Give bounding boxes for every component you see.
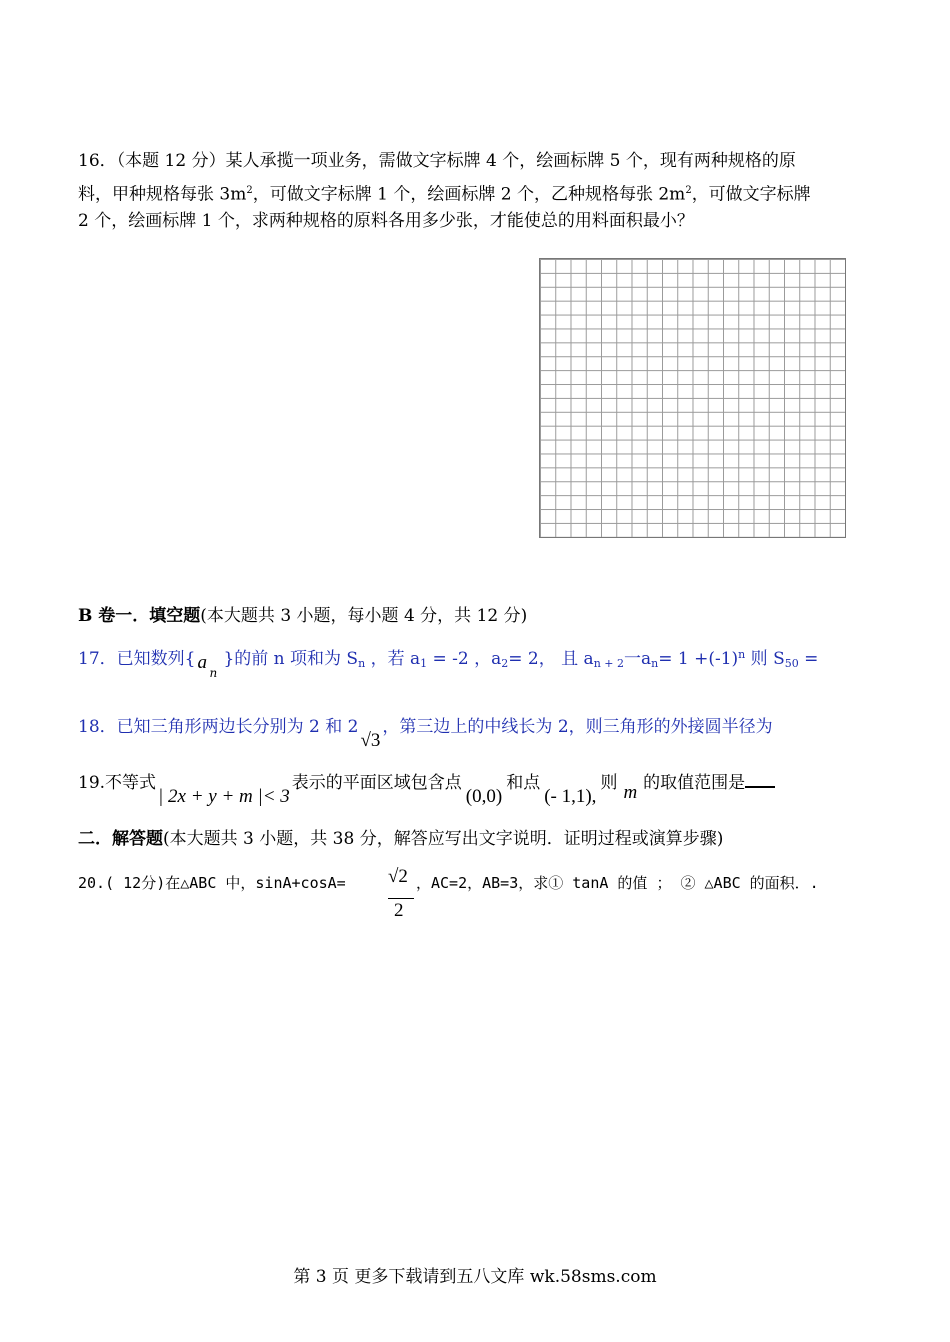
answer-blank[interactable] [745, 770, 775, 788]
q16-line3: 2 个，绘画标牌 1 个，求两种规格的原料各用多少张，才能使总的用料面积最小？ [78, 211, 694, 231]
q20-fraction-numerator: √2 [388, 866, 408, 887]
section-b-heading: B 卷一．填空题(本大题共 3 小题，每小题 4 分，共 12 分) [78, 606, 528, 626]
section-ii-heading: 二．解答题(本大题共 3 小题，共 38 分，解答应写出文字说明．证明过程或演算步骤) [78, 829, 724, 849]
q18: 18．已知三角形两边长分别为 2 和 2√3，第三边上的中线长为 2，则三角形的外接圆半径为 [78, 712, 773, 742]
sqrt-3: √3 [360, 730, 381, 751]
q17-an: a n [197, 652, 218, 680]
q20-fraction-bar [388, 898, 414, 899]
q19: 19.不等式| 2x + y + m |< 3表示的平面区域包含点(0,0)和点(- 1,1),则 m 的取值范围是 [78, 768, 775, 798]
q20-fraction-denominator: 2 [394, 900, 404, 921]
var-m: m [623, 782, 638, 803]
q17: 17．已知数列{ a n }的前 n 项和为 Sn ，若 a1 = -2 ，a2= 2， 且 an + 2一$an= 1 +(-1)^n$ 则 S50 = [78, 644, 818, 676]
q20-rest: ，AC=2，AB=3，求① tanA 的值 ； ② △ABC 的面积．. [416, 874, 819, 892]
page-footer: 第 3 页 更多下载请到五八文库 wk.58sms.com [293, 1267, 657, 1287]
q19-inequality: | 2x + y + m |< 3 [158, 786, 290, 807]
grid-paper [539, 258, 846, 538]
q16-line1: 16．（本题 12 分）某人承揽一项业务，需做文字标牌 4 个，绘画标牌 5 个，现有两种规格的原 [78, 151, 796, 171]
point-origin: (0,0) [465, 786, 503, 807]
point-neg1-1: (- 1,1), [544, 786, 597, 807]
q16-line2: 料，甲种规格每张 $3m^2$，可做文字标牌 1 个，绘画标牌 2 个，乙种规格每张 $2m^2$，可做文字标牌 [78, 184, 811, 205]
q20-prefix: 20.( 12分)在△ABC 中，sinA+cosA= [78, 874, 346, 892]
